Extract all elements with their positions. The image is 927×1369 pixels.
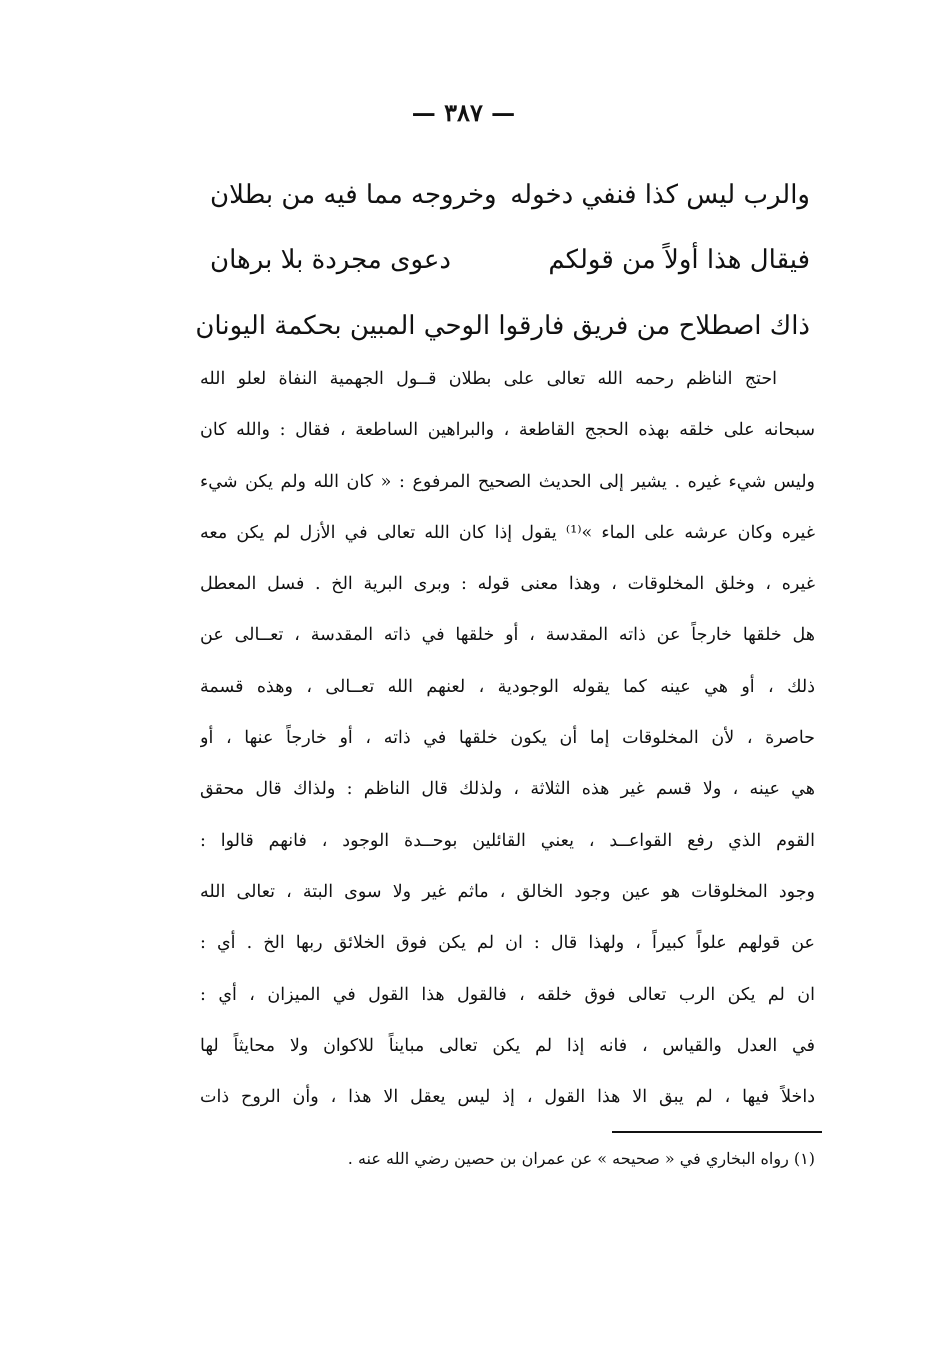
verse <box>195 296 810 356</box>
text-line: غيره وكان عرشه على الماء »⁽¹⁾ يقول إذا كان الله تعالى في الأزل لم يكن معه <box>200 522 815 543</box>
text-line: القوم الذي رفع القواعــد ، يعني القائلين بوحــدة الوجود ، فانهم قالوا : <box>200 830 815 851</box>
text-line: ذلك ، أو هي عينه كما يقوله الوجودية ، لعنهم الله تعــالى ، وهذه قسمة <box>200 676 815 697</box>
text-line: وليس شيء غيره . يشير إلى الحديث الصحيح المرفوع : « كان الله ولم يكن شيء <box>200 471 815 492</box>
text-line: داخلاً فيها ، لم يبق الا هذا القول ، إذ ليس يعقل الا هذا ، وأن الروح ذات <box>200 1087 815 1108</box>
verse <box>210 165 810 225</box>
footnote: (١) رواه البخاري في « صحيحه » عن عمران بن حصين رضي الله عنه . <box>347 1149 815 1168</box>
verse-first-hemistich: فيقال هذا أولاً من قولكم <box>548 245 810 275</box>
verse-second-hemistich: وخروجه مما فيه من بطلان <box>210 180 497 210</box>
text-line: حاصرة ، لأن المخلوقات إما أن يكون خلقها في ذاته ، أو خارجاً عنها ، أو <box>200 728 815 749</box>
verse <box>210 230 810 290</box>
text-line: وجود المخلوقات هو عين وجود الخالق ، ماثم غير ولا سوى البتة ، تعالى الله <box>200 881 815 902</box>
verse-second-hemistich: دعوى مجردة بلا برهان <box>210 245 451 275</box>
page-number: — ٣٨٧ — <box>411 98 516 127</box>
commentary-text <box>200 354 815 1123</box>
text-line: عن قولهم علواً كبيراً ، ولهذا قال : ان لم يكن فوق الخلائق ربها الخ . أي : <box>200 933 815 954</box>
text-line: غيره ، وخلق المخلوقات ، وهذا معنى قوله : وبرى البرية الخ . فسل المعطل <box>200 574 815 595</box>
text-line: هل خلقها خارجاً عن ذاته المقدسة ، أو خلقها في ذاته المقدسة ، تعــالى عن <box>200 625 815 646</box>
text-line: احتج الناظم رحمه الله تعالى على بطلان قــول الجهمية النفاة لعلو الله <box>200 369 777 389</box>
verse-full-line: ذاك اصطلاح من فريق فارقوا الوحي المبين بحكمة اليونان <box>195 311 810 341</box>
text-line: ان لم يكن الرب تعالى فوق خلقه ، فالقول هذا القول في الميزان ، أي : <box>200 984 815 1005</box>
text-line: في العدل والقياس ، فانه إذا لم يكن تعالى مبايناً للاكوان ولا محايثاً لها <box>200 1035 815 1056</box>
verse-first-hemistich: والرب ليس كذا فنفي دخوله <box>510 180 810 210</box>
footnote-divider <box>612 1131 822 1133</box>
text-line: سبحانه على خلقه بهذه الحجج القاطعة ، والبراهين الساطعة ، فقال : والله كان <box>200 420 815 441</box>
text-line: هي عينه ، ولا قسم غير هذه الثلاثة ، ولذلك قال الناظم : ولذاك قال محقق <box>200 779 815 800</box>
